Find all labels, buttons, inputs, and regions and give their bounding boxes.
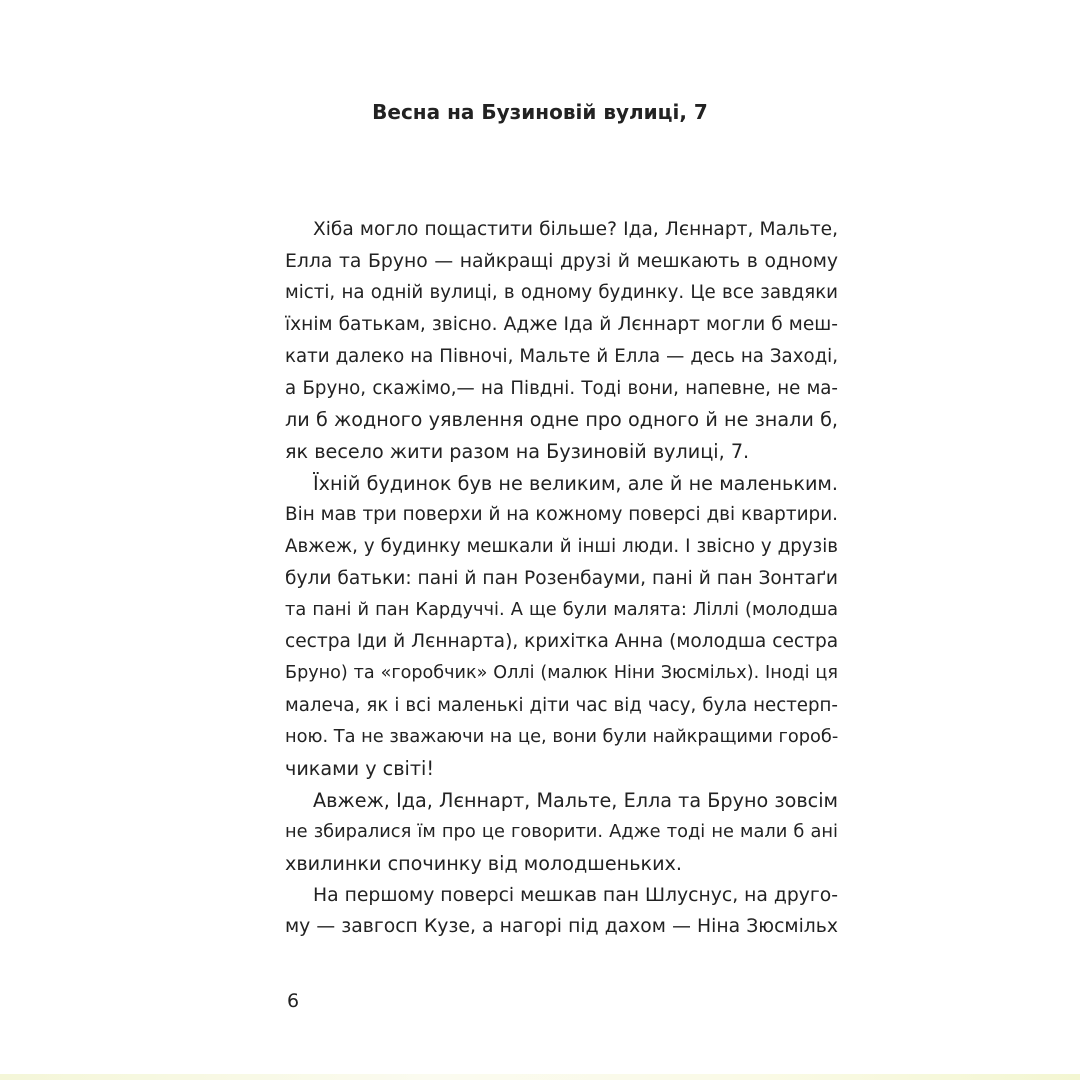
text-line: сестра Іди й Лєннарта), крихітка Анна (молодша сестра xyxy=(285,631,838,653)
text-line: Елла та Бруно — найкращі друзі й мешкають в одному xyxy=(285,250,838,272)
text-line: Авжеж, Іда, Лєннарт, Мальте, Елла та Бруно зовсім xyxy=(313,788,838,812)
text-line: малеча, як і всі маленькі діти час від часу, була нестерп- xyxy=(285,694,838,716)
text-line: му — завгосп Кузе, а нагорі під дахом — Ніна Зюсмільх xyxy=(285,916,838,938)
text-line: чиками у світі! xyxy=(285,756,435,780)
text-line: На першому поверсі мешкав пан Шлуснус, на друго- xyxy=(313,884,838,906)
text-line: як весело жити разом на Бузиновій вулиці, 7. xyxy=(285,439,750,463)
text-line: їхнім батькам, звісно. Адже Іда й Лєннарт могли б меш- xyxy=(285,314,838,336)
text-line: Бруно) та «горобчик» Оллі (малюк Ніни Зюсмільх). Іноді ця xyxy=(285,662,838,683)
text-line: місті, на одній вулиці, в одному будинку. Це все завдяки xyxy=(285,282,838,304)
body-text xyxy=(285,214,838,943)
text-line: не збиралися їм про це говорити. Адже тоді не мали б ані xyxy=(285,821,838,843)
text-line: були батьки: пані й пан Розенбауми, пані й пан Зонтаґи xyxy=(285,567,838,589)
text-line: ли б жодного уявлення одне про одного й не знали б, xyxy=(285,408,838,432)
text-line: кати далеко на Півночі, Мальте й Елла — десь на Заході, xyxy=(285,345,838,367)
text-line: Хіба могло пощастити більше? Іда, Лєннарт, Мальте, xyxy=(313,219,838,240)
text-line: Їхній будинок був не великим, але й не маленьким. xyxy=(313,471,838,495)
text-line: Авжеж, у будинку мешкали й інші люди. І звісно у друзів xyxy=(285,536,838,558)
page-bottom-edge xyxy=(0,1074,1080,1080)
text-line: та пані й пан Кардуччі. А ще були малята: Ліллі (молодша xyxy=(285,599,838,621)
chapter-title: Весна на Бузиновій вулиці, 7 xyxy=(372,100,708,124)
text-line: а Бруно, скажімо,— на Півдні. Тоді вони, напевне, не ма- xyxy=(285,377,838,399)
text-line: Він мав три поверхи й на кожному поверсі дві квартири. xyxy=(285,504,838,526)
page-number: 6 xyxy=(287,990,300,1012)
text-line: ною. Та не зважаючи на це, вони були найкращими гороб- xyxy=(285,726,838,748)
text-line: хвилинки спочинку від молодшеньких. xyxy=(285,852,683,876)
